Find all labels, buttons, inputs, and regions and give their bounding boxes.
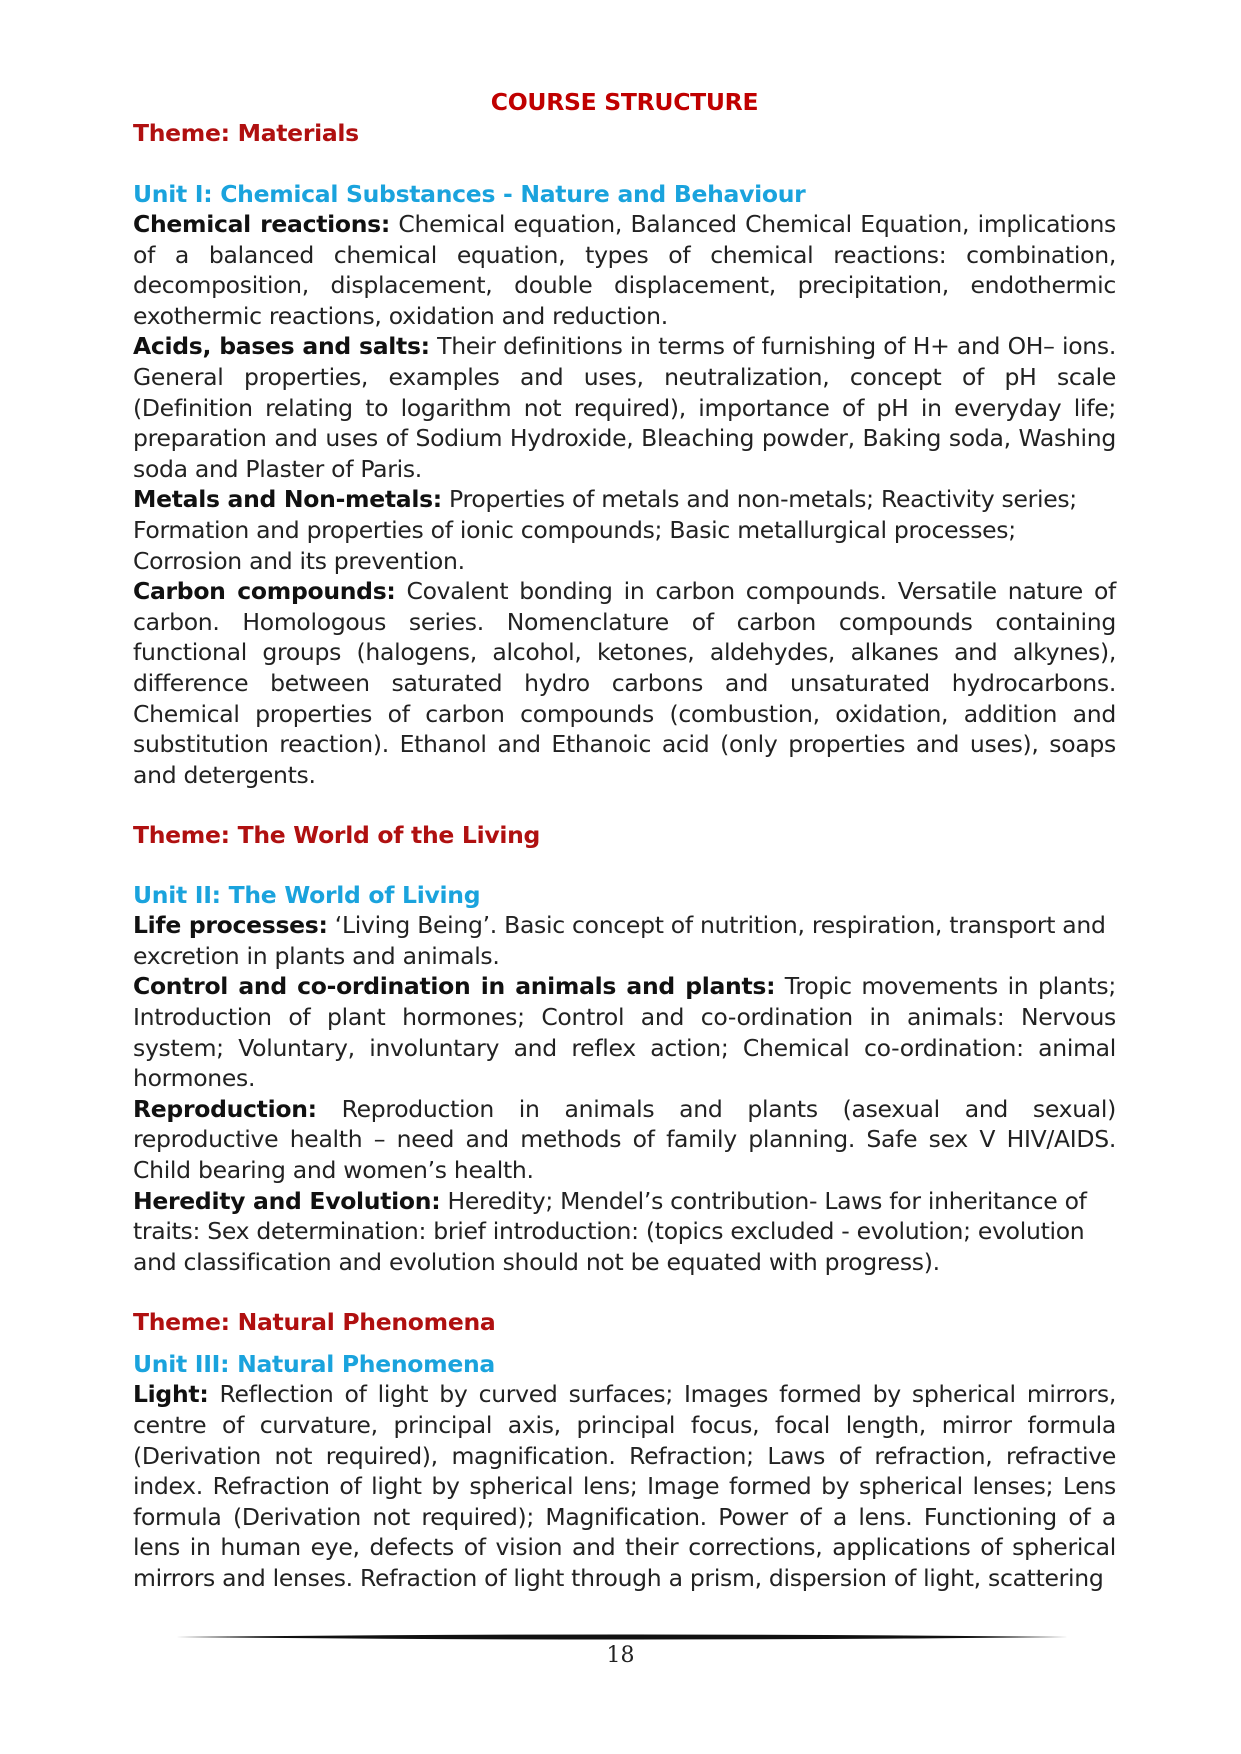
unit-heading-1: Unit I: Chemical Substances - Nature and Behaviour [133,180,806,208]
unit-heading-3: Unit III: Natural Phenomena [133,1350,495,1379]
footer-rule [176,1633,1068,1641]
topic-paragraph [133,1094,1116,1186]
page-number: 18 [606,1643,635,1668]
topic-paragraph [133,1379,1116,1593]
topic-heading: Reproduction: [133,1094,317,1123]
topic-heading: Life processes: [133,911,328,940]
topic-text: ‘Living Being’. Basic concept of nutrition, respiration, transport and excretion in plants and animals. [133,911,1106,970]
theme-heading-natural: Theme: Natural Phenomena [133,1308,496,1337]
theme-heading-living: Theme: The World of the Living [133,821,541,850]
page-title: COURSE STRUCTURE [490,88,759,116]
topic-paragraph [133,331,1116,484]
topic-paragraph [133,971,1116,1093]
topic-text: Tropic movements in plants; Introduction of plant hormones; Control and co-ordination in animals: Nervous system; Voluntary, involuntary and reflex action; Chemical co-ordination: animal hormones. [133,972,1116,1093]
topic-heading: Chemical reactions: [133,210,390,238]
unit-heading-2: Unit II: The World of Living [133,881,481,910]
theme-heading-materials: Theme: Materials [133,119,359,147]
topic-heading: Metals and Non-metals: [133,485,442,514]
topic-text: Covalent bonding in carbon compounds. Versatile nature of carbon. Homologous series. Nomenclature of carbon compounds containing functional groups (halogens, alcohol, ketones, aldehydes, alkanes and alkynes), difference between saturated hydro carbons and unsaturated hydrocarbons. Chemical properties of carbon compounds (combustion, oxidation, addition and substitution reaction). Ethanol and Ethanoic acid (only properties and uses), soaps and detergents. [133,577,1116,789]
topic-paragraph [133,209,1116,331]
topic-text: Reflection of light by curved surfaces; Images formed by spherical mirrors, centre of curvature, principal axis, principal focus, focal length, mirror formula (Derivation not required), magnification. Refraction; Laws of refraction, refractive index. Refraction of light by spherical lens; Image formed by spherical lenses; Lens formula (Derivation not required); Magnification. Power of a lens. Functioning of a lens in human eye, defects of vision and their corrections, applications of spherical mirrors and lenses. Refraction of light through a prism, dispersion of light, scattering [133,1380,1116,1592]
topic-paragraph [133,1186,1116,1278]
topic-heading: Light: [133,1380,209,1409]
topic-text: Heredity; Mendel’s contribution- Laws for inheritance of traits: Sex determination: brief introduction: (topics excluded - evolution; evolution and classification and evolution should not be equated with progress). [133,1186,1087,1276]
topic-heading: Acids, bases and salts: [133,332,430,361]
topic-text: Their definitions in terms of furnishing of H+ and OH– ions. General properties, examples and uses, neutralization, concept of pH scale (Definition relating to logarithm not required), importance of pH in everyday life; preparation and uses of Sodium Hydroxide, Bleaching powder, Baking soda, Washing soda and Plaster of Paris. [133,332,1116,483]
topic-heading: Heredity and Evolution: [133,1186,441,1215]
document-page [133,88,1116,1594]
topic-paragraph [133,576,1116,790]
topic-paragraph [133,910,1116,971]
topic-text: Reproduction in animals and plants (asexual and sexual) reproductive health – need and methods of family planning. Safe sex V HIV/AIDS. Child bearing and women’s health. [133,1094,1116,1185]
topic-text: Chemical equation, Balanced Chemical Equation, implications of a balanced chemical equation, types of chemical reactions: combination, decomposition, displacement, double displacement, precipitation, endothermic exothermic reactions, oxidation and reduction. [133,210,1116,330]
topic-heading: Carbon compounds: [133,577,396,606]
topic-text: Properties of metals and non-metals; Reactivity series; Formation and properties of ionic compounds; Basic metallurgical processes; Corrosion and its prevention. [133,485,1077,575]
topic-paragraph [133,484,1116,576]
topic-heading: Control and co-ordination in animals and plants: [133,972,776,1001]
